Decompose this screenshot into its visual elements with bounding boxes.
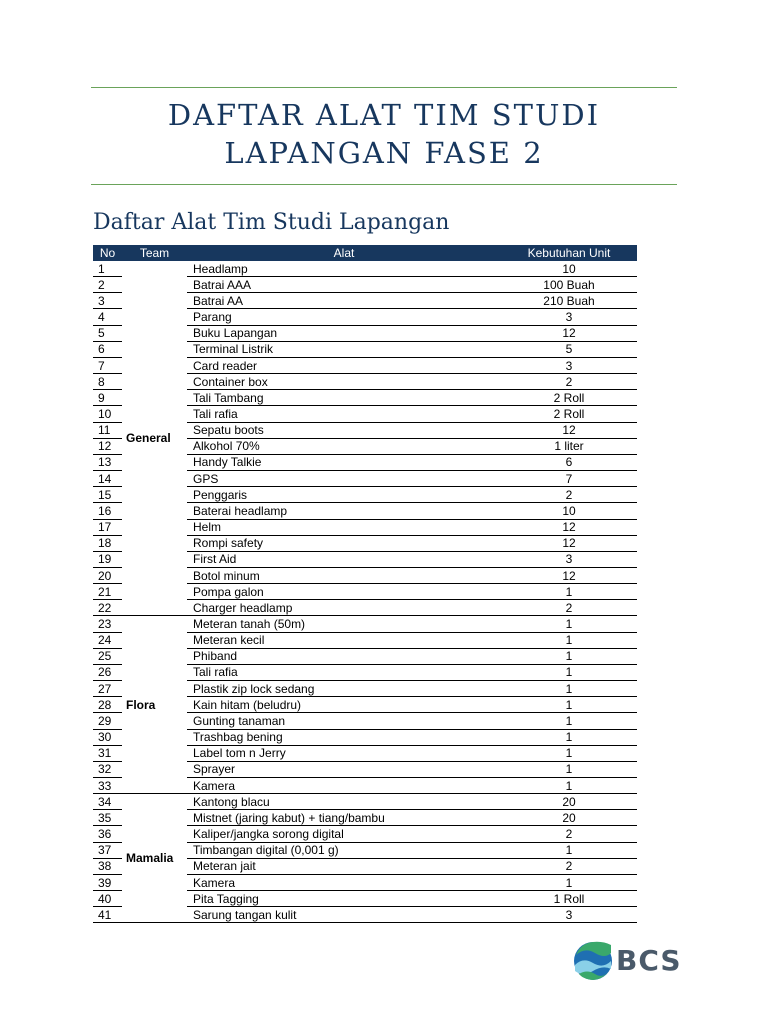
- unit-count: 7: [501, 471, 637, 487]
- team-cell: Mamalia: [122, 794, 187, 923]
- row-number: 3: [93, 293, 122, 309]
- row-number: 18: [93, 535, 122, 551]
- unit-count: 20: [501, 794, 637, 810]
- tool-name: Pompa galon: [187, 584, 501, 600]
- row-number: 19: [93, 551, 122, 567]
- globe-wave-icon: [574, 942, 612, 980]
- unit-count: 210 Buah: [501, 293, 637, 309]
- unit-count: 3: [501, 357, 637, 373]
- unit-count: 12: [501, 535, 637, 551]
- unit-count: 12: [501, 519, 637, 535]
- tool-name: Meteran tanah (50m): [187, 616, 501, 632]
- tool-name: Pita Tagging: [187, 891, 501, 907]
- row-number: 14: [93, 471, 122, 487]
- tool-name: Tali Tambang: [187, 390, 501, 406]
- row-number: 30: [93, 729, 122, 745]
- row-number: 23: [93, 616, 122, 632]
- unit-count: 2: [501, 374, 637, 390]
- unit-count: 2 Roll: [501, 406, 637, 422]
- row-number: 9: [93, 390, 122, 406]
- tool-name: Kaliper/jangka sorong digital: [187, 826, 501, 842]
- row-number: 16: [93, 503, 122, 519]
- unit-count: 1: [501, 842, 637, 858]
- tool-name: Baterai headlamp: [187, 503, 501, 519]
- row-number: 28: [93, 697, 122, 713]
- unit-count: 1: [501, 761, 637, 777]
- unit-count: 20: [501, 810, 637, 826]
- unit-count: 1: [501, 745, 637, 761]
- row-number: 39: [93, 874, 122, 890]
- tool-name: Sprayer: [187, 761, 501, 777]
- tool-name: Phiband: [187, 648, 501, 664]
- title-line-1: DAFTAR ALAT TIM STUDI: [167, 98, 601, 132]
- tool-name: Kamera: [187, 874, 501, 890]
- tool-name: Card reader: [187, 357, 501, 373]
- tool-name: Meteran jait: [187, 858, 501, 874]
- row-number: 35: [93, 810, 122, 826]
- table-body: [93, 261, 637, 923]
- row-number: 21: [93, 584, 122, 600]
- row-number: 1: [93, 261, 122, 277]
- unit-count: 1: [501, 632, 637, 648]
- row-number: 38: [93, 858, 122, 874]
- header-alat: Alat: [187, 245, 501, 261]
- header-team: Team: [122, 245, 187, 261]
- tool-name: Meteran kecil: [187, 632, 501, 648]
- unit-count: 5: [501, 341, 637, 357]
- team-cell: General: [122, 261, 187, 616]
- tool-name: Botol minum: [187, 567, 501, 583]
- unit-count: 3: [501, 309, 637, 325]
- logo-text: BCS: [616, 944, 682, 977]
- tool-name: Penggaris: [187, 487, 501, 503]
- tool-name: GPS: [187, 471, 501, 487]
- row-number: 17: [93, 519, 122, 535]
- unit-count: 1: [501, 729, 637, 745]
- unit-count: 12: [501, 567, 637, 583]
- row-number: 2: [93, 277, 122, 293]
- unit-count: 1 liter: [501, 438, 637, 454]
- unit-count: 3: [501, 551, 637, 567]
- table-row: [93, 794, 637, 810]
- unit-count: 1: [501, 584, 637, 600]
- tool-name: Gunting tanaman: [187, 713, 501, 729]
- row-number: 12: [93, 438, 122, 454]
- row-number: 13: [93, 454, 122, 470]
- row-number: 10: [93, 406, 122, 422]
- row-number: 33: [93, 778, 122, 794]
- tool-name: Label tom n Jerry: [187, 745, 501, 761]
- title-line-2: LAPANGAN FASE 2: [224, 136, 544, 170]
- section-title: Daftar Alat Tim Studi Lapangan: [93, 210, 450, 235]
- unit-count: 12: [501, 325, 637, 341]
- row-number: 22: [93, 600, 122, 616]
- unit-count: 1: [501, 648, 637, 664]
- row-number: 41: [93, 907, 122, 923]
- unit-count: 2: [501, 487, 637, 503]
- unit-count: 12: [501, 422, 637, 438]
- tool-name: Buku Lapangan: [187, 325, 501, 341]
- row-number: 8: [93, 374, 122, 390]
- unit-count: 1: [501, 874, 637, 890]
- unit-count: 1: [501, 616, 637, 632]
- row-number: 6: [93, 341, 122, 357]
- unit-count: 1: [501, 681, 637, 697]
- unit-count: 6: [501, 454, 637, 470]
- row-number: 34: [93, 794, 122, 810]
- tool-name: Terminal Listrik: [187, 341, 501, 357]
- tool-name: Kantong blacu: [187, 794, 501, 810]
- tool-name: Handy Talkie: [187, 454, 501, 470]
- unit-count: 3: [501, 907, 637, 923]
- table-row: [93, 261, 637, 277]
- tool-name: Batrai AA: [187, 293, 501, 309]
- document-title: [91, 96, 677, 172]
- row-number: 32: [93, 761, 122, 777]
- table-header: [93, 245, 637, 261]
- row-number: 27: [93, 681, 122, 697]
- tool-name: Tali rafia: [187, 664, 501, 680]
- row-number: 15: [93, 487, 122, 503]
- row-number: 20: [93, 567, 122, 583]
- tool-name: Batrai AAA: [187, 277, 501, 293]
- header-unit: Kebutuhan Unit: [501, 245, 637, 261]
- row-number: 11: [93, 422, 122, 438]
- tool-name: Sepatu boots: [187, 422, 501, 438]
- tool-name: Sarung tangan kulit: [187, 907, 501, 923]
- tool-name: Helm: [187, 519, 501, 535]
- tool-name: Kamera: [187, 778, 501, 794]
- unit-count: 2: [501, 826, 637, 842]
- tool-name: First Aid: [187, 551, 501, 567]
- tool-name: Kain hitam (beludru): [187, 697, 501, 713]
- team-cell: Flora: [122, 616, 187, 794]
- row-number: 26: [93, 664, 122, 680]
- tool-name: Container box: [187, 374, 501, 390]
- unit-count: 1: [501, 713, 637, 729]
- row-number: 4: [93, 309, 122, 325]
- row-number: 31: [93, 745, 122, 761]
- unit-count: 1: [501, 664, 637, 680]
- row-number: 29: [93, 713, 122, 729]
- row-number: 36: [93, 826, 122, 842]
- title-bottom-rule: [91, 184, 677, 185]
- header-no: No: [93, 245, 122, 261]
- unit-count: 2: [501, 600, 637, 616]
- tool-name: Timbangan digital (0,001 g): [187, 842, 501, 858]
- unit-count: 10: [501, 503, 637, 519]
- unit-count: 2: [501, 858, 637, 874]
- tool-name: Tali rafia: [187, 406, 501, 422]
- row-number: 7: [93, 357, 122, 373]
- unit-count: 1: [501, 697, 637, 713]
- unit-count: 100 Buah: [501, 277, 637, 293]
- tool-name: Trashbag bening: [187, 729, 501, 745]
- tool-name: Mistnet (jaring kabut) + tiang/bambu: [187, 810, 501, 826]
- row-number: 5: [93, 325, 122, 341]
- unit-count: 1: [501, 778, 637, 794]
- tool-name: Plastik zip lock sedang: [187, 681, 501, 697]
- title-top-rule: [91, 87, 677, 88]
- tool-name: Charger headlamp: [187, 600, 501, 616]
- row-number: 25: [93, 648, 122, 664]
- unit-count: 1 Roll: [501, 891, 637, 907]
- unit-count: 2 Roll: [501, 390, 637, 406]
- tool-name: Headlamp: [187, 261, 501, 277]
- row-number: 24: [93, 632, 122, 648]
- row-number: 40: [93, 891, 122, 907]
- tools-table: [93, 245, 637, 923]
- table-row: [93, 616, 637, 632]
- unit-count: 10: [501, 261, 637, 277]
- tool-name: Parang: [187, 309, 501, 325]
- tool-name: Rompi safety: [187, 535, 501, 551]
- tool-name: Alkohol 70%: [187, 438, 501, 454]
- row-number: 37: [93, 842, 122, 858]
